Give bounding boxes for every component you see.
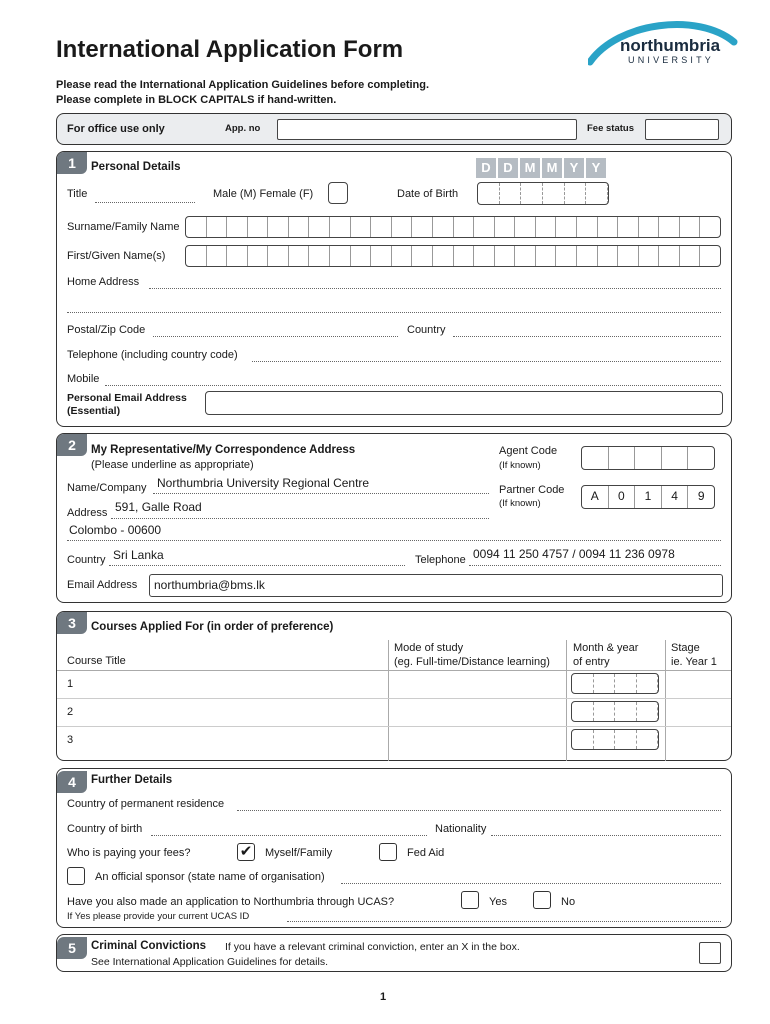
home-address-field[interactable]	[149, 288, 721, 289]
ucas-yes-label: Yes	[489, 896, 507, 908]
section-title: Courses Applied For (in order of preference)	[91, 621, 334, 633]
address-field-2[interactable]	[67, 540, 721, 541]
letter-cell[interactable]	[556, 246, 577, 266]
mobile-field[interactable]	[105, 385, 721, 386]
sponsor-checkbox[interactable]	[67, 867, 85, 885]
email-label-line-1: Personal Email Address	[67, 392, 187, 404]
letter-cell[interactable]	[577, 246, 598, 266]
letter-cell[interactable]	[515, 246, 536, 266]
section-number: 1	[57, 152, 87, 174]
dob-header-m2: M	[542, 158, 562, 178]
birth-label: Country of birth	[67, 823, 143, 835]
course-row-2: 2	[67, 706, 74, 718]
telephone-field[interactable]	[252, 361, 721, 362]
dob-header-y1: Y	[564, 158, 584, 178]
nationality-label: Nationality	[435, 823, 487, 835]
mode-header-line-2: (eg. Full-time/Distance learning)	[394, 656, 550, 668]
mode-header	[394, 641, 550, 669]
letter-cell[interactable]	[207, 217, 228, 237]
sponsor-label: An official sponsor (state name of organisation)	[95, 871, 325, 883]
ucas-id-label: If Yes please provide your current UCAS ID	[67, 911, 250, 922]
letter-cell[interactable]	[268, 217, 289, 237]
letter-cell[interactable]	[515, 217, 536, 237]
dob-format-header	[476, 158, 608, 178]
residence-field[interactable]	[237, 810, 721, 811]
criminal-convictions-section	[56, 934, 732, 972]
agent-code-label: Agent Code	[499, 445, 558, 457]
section-number: 5	[57, 937, 87, 959]
section-subtitle: (Please underline as appropriate)	[91, 459, 254, 471]
letter-cell[interactable]	[700, 246, 720, 266]
email-input[interactable]	[149, 574, 723, 597]
letter-cell[interactable]	[227, 217, 248, 237]
country-value: Sri Lanka	[113, 548, 164, 562]
row-divider	[57, 698, 731, 699]
sponsor-field[interactable]	[341, 883, 721, 884]
office-use-section	[56, 113, 732, 145]
surname-input[interactable]	[185, 216, 721, 238]
email-input[interactable]	[205, 391, 723, 415]
header-divider	[57, 670, 731, 671]
partner-digit: 1	[635, 486, 662, 508]
fee-status-input[interactable]	[645, 119, 719, 140]
residence-label: Country of permanent residence	[67, 798, 225, 810]
partner-digit: 9	[697, 489, 705, 503]
dob-header-d1: D	[476, 158, 496, 178]
letter-cell[interactable]	[309, 217, 330, 237]
partner-known-label: (If known)	[499, 498, 541, 509]
entry-date-input-3[interactable]	[571, 729, 659, 750]
birth-field[interactable]	[151, 835, 427, 836]
section-number: 3	[57, 612, 87, 634]
surname-label: Surname/Family Name	[67, 221, 180, 233]
ucas-id-field[interactable]	[287, 921, 721, 922]
postal-field[interactable]	[153, 336, 398, 337]
first-name-label: First/Given Name(s)	[67, 250, 166, 262]
office-use-label: For office use only	[67, 123, 165, 135]
address-label: Address	[67, 507, 108, 519]
column-divider	[566, 640, 567, 761]
letter-cell[interactable]	[454, 246, 475, 266]
letter-cell[interactable]	[412, 217, 433, 237]
letter-cell[interactable]	[248, 217, 269, 237]
country-label: Country	[67, 554, 106, 566]
courses-section	[56, 611, 732, 761]
partner-digit: A	[582, 486, 609, 508]
section-title: Further Details	[91, 774, 173, 786]
course-title-header: Course Title	[67, 655, 126, 667]
letter-cell[interactable]	[392, 217, 413, 237]
letter-cell[interactable]	[680, 217, 701, 237]
address-value-2: Colombo - 00600	[69, 523, 162, 537]
letter-cell[interactable]	[618, 217, 639, 237]
letter-cell[interactable]	[700, 217, 720, 237]
stage-header-line-1: Stage	[671, 642, 700, 654]
letter-cell[interactable]	[618, 246, 639, 266]
letter-cell[interactable]	[659, 217, 680, 237]
telephone-label: Telephone	[415, 554, 466, 566]
letter-cell[interactable]	[392, 246, 413, 266]
month-header-line-2: of entry	[573, 656, 610, 668]
who-pays-label: Who is paying your fees?	[67, 847, 191, 859]
postal-label: Postal/Zip Code	[67, 324, 146, 336]
ucas-question: Have you also made an application to Northumbria through UCAS?	[67, 896, 395, 908]
app-no-label: App. no	[225, 123, 261, 134]
home-address-label: Home Address	[67, 276, 140, 288]
entry-date-input-1[interactable]	[571, 673, 659, 694]
convictions-text-1: If you have a relevant criminal conviction, enter an X in the box.	[225, 941, 520, 953]
letter-cell[interactable]	[474, 217, 495, 237]
logo-main-text: northumbria	[620, 36, 721, 55]
mode-header-line-1: Mode of study	[394, 642, 464, 654]
letter-cell[interactable]	[330, 246, 351, 266]
letter-cell[interactable]	[207, 246, 228, 266]
fee-status-label: Fee status	[587, 123, 634, 134]
section-number: 2	[57, 434, 87, 456]
letter-cell[interactable]	[598, 246, 619, 266]
dob-input[interactable]	[477, 182, 609, 205]
telephone-field[interactable]	[469, 565, 721, 566]
letter-cell[interactable]	[536, 246, 557, 266]
instruction-line-1: Please read the International Application Guidelines before completing.	[56, 79, 430, 91]
stage-header	[671, 641, 717, 669]
dob-header-y2: Y	[586, 158, 606, 178]
letter-cell[interactable]	[433, 217, 454, 237]
partner-digit: 0	[609, 486, 636, 508]
representative-section	[56, 433, 732, 603]
letter-cell[interactable]	[289, 246, 310, 266]
instructions	[56, 78, 429, 108]
fed-aid-label: Fed Aid	[407, 847, 445, 859]
agent-known-label: (If known)	[499, 460, 541, 471]
ucas-no-label: No	[561, 896, 576, 908]
gender-label: Male (M) Female (F)	[213, 188, 314, 200]
name-company-field[interactable]	[153, 493, 489, 494]
column-divider	[665, 640, 666, 761]
ucas-no-checkbox[interactable]	[533, 891, 551, 909]
section-title: My Representative/My Correspondence Address	[91, 444, 356, 456]
partner-digit: 4	[662, 486, 689, 508]
letter-cell[interactable]	[412, 246, 433, 266]
instruction-line-2: Please complete in BLOCK CAPITALS if hand-written.	[56, 94, 337, 106]
ucas-yes-checkbox[interactable]	[461, 891, 479, 909]
country-field[interactable]	[109, 565, 405, 566]
telephone-label: Telephone (including country code)	[67, 349, 238, 361]
letter-cell[interactable]	[248, 246, 269, 266]
address-value-1: 591, Galle Road	[115, 500, 202, 514]
university-logo	[588, 16, 738, 66]
month-header-line-1: Month & year	[573, 642, 639, 654]
dob-header-m1: M	[520, 158, 540, 178]
letter-cell[interactable]	[309, 246, 330, 266]
convictions-text-2: See International Application Guidelines for details.	[91, 956, 328, 968]
page-title: International Application Form	[56, 36, 404, 63]
letter-cell[interactable]	[227, 246, 248, 266]
letter-cell[interactable]	[680, 246, 701, 266]
letter-cell[interactable]	[186, 217, 207, 237]
letter-cell[interactable]	[371, 246, 392, 266]
letter-cell[interactable]	[495, 217, 516, 237]
convictions-checkbox[interactable]	[699, 942, 721, 964]
title-field[interactable]	[95, 202, 195, 203]
email-label: Email Address	[67, 579, 138, 591]
dob-label: Date of Birth	[397, 188, 459, 200]
entry-date-input-2[interactable]	[571, 701, 659, 722]
email-label-line-2: (Essential)	[67, 405, 121, 417]
dob-header-d2: D	[498, 158, 518, 178]
partner-code-input[interactable]	[581, 485, 715, 509]
letter-cell[interactable]	[289, 217, 310, 237]
letter-cell[interactable]	[268, 246, 289, 266]
letter-cell[interactable]	[639, 246, 660, 266]
title-label: Title	[67, 188, 88, 200]
letter-cell[interactable]	[659, 246, 680, 266]
column-divider	[388, 640, 389, 761]
course-row-1: 1	[67, 678, 74, 690]
email-value: northumbria@bms.lk	[154, 578, 265, 592]
gender-input[interactable]	[328, 182, 348, 204]
letter-cell[interactable]	[536, 217, 557, 237]
myself-label: Myself/Family	[265, 847, 333, 859]
agent-code-input[interactable]	[581, 446, 715, 470]
section-title: Criminal Convictions	[91, 940, 207, 952]
letter-cell[interactable]	[577, 217, 598, 237]
letter-cell[interactable]	[454, 217, 475, 237]
country-field[interactable]	[453, 336, 721, 337]
name-company-label: Name/Company	[67, 482, 147, 494]
month-header	[573, 641, 638, 669]
home-address-field-2[interactable]	[67, 312, 721, 313]
letter-cell[interactable]	[186, 246, 207, 266]
letter-cell[interactable]	[598, 217, 619, 237]
nationality-field[interactable]	[491, 835, 721, 836]
letter-cell[interactable]	[556, 217, 577, 237]
country-label: Country	[407, 324, 446, 336]
fed-aid-checkbox[interactable]	[379, 843, 397, 861]
letter-cell[interactable]	[495, 246, 516, 266]
telephone-value: 0094 11 250 4757 / 0094 11 236 0978	[473, 547, 675, 561]
stage-header-line-2: ie. Year 1	[671, 656, 717, 668]
letter-cell[interactable]	[330, 217, 351, 237]
further-details-section	[56, 768, 732, 928]
mobile-label: Mobile	[67, 373, 100, 385]
myself-checkbox[interactable]: ✔	[237, 843, 255, 861]
first-name-input[interactable]	[185, 245, 721, 267]
letter-cell[interactable]	[371, 217, 392, 237]
name-company-value: Northumbria University Regional Centre	[157, 476, 370, 490]
email-label	[67, 392, 187, 418]
page-number: 1	[380, 991, 387, 1003]
letter-cell[interactable]	[433, 246, 454, 266]
letter-cell[interactable]	[474, 246, 495, 266]
section-title: Personal Details	[91, 161, 181, 173]
letter-cell[interactable]	[351, 246, 372, 266]
personal-details-section	[56, 151, 732, 427]
logo-sub-text: UNIVERSITY	[628, 55, 715, 65]
address-field[interactable]	[111, 518, 489, 519]
section-number: 4	[57, 771, 87, 793]
letter-cell[interactable]	[639, 217, 660, 237]
letter-cell[interactable]	[351, 217, 372, 237]
course-row-3: 3	[67, 734, 74, 746]
app-no-input[interactable]	[277, 119, 577, 140]
partner-code-label: Partner Code	[499, 484, 565, 496]
row-divider	[57, 726, 731, 727]
